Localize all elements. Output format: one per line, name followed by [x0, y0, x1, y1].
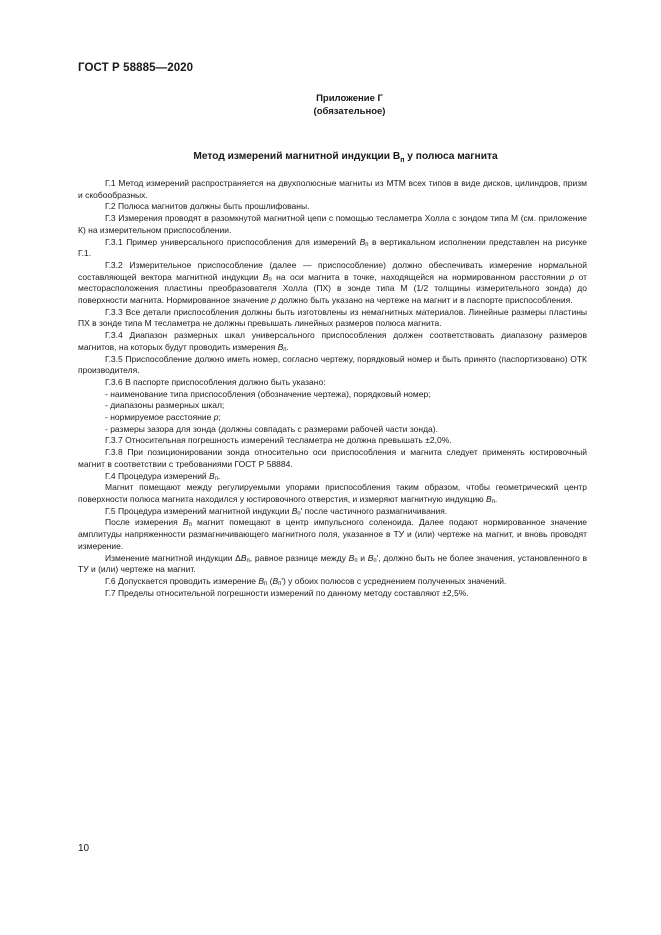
paragraph: Изменение магнитной индукции $\Delta B_п$, равное разнице между $B_п$ и $B_п'$, должно быть не более значения, установленного в ТУ и (или) чертеже на магнит.	[78, 552, 588, 575]
list-item: - диапазоны размерных шкал;	[105, 400, 225, 411]
paragraph: Г.2 Полюса магнитов должны быть прошлифованы.	[105, 201, 310, 212]
annex-title: Приложение Г	[316, 93, 383, 104]
paragraph: Г.3.1 Пример универсального приспособления для измерений $B_п$ в вертикальном исполнении представлен на рисунке Г.1.	[78, 236, 587, 259]
paragraph: Магнит помещают между регулируемыми упорами приспособления таким образом, чтобы геометрический центр поверхности полюса магнита находился у юстировочного отверстия, и измеряют магнитную индукцию $B_п$.	[78, 482, 587, 505]
list-item: - размеры зазора для зонда (должны совпадать с размерами рабочей части зонда).	[105, 423, 438, 434]
section-title: Метод измерений магнитной индукции $B_п$ у полюса магнита	[193, 151, 498, 165]
page-number: 10	[78, 843, 90, 854]
paragraph: Г.6 Допускается проводить измерение $B_п$ $(B_п')$ у обоих полюсов с усреднением полученных значений.	[105, 575, 507, 587]
paragraph: Г.3.5 Приспособление должно иметь номер, согласно чертежу, порядковый номер и быть принято (паспортизовано) ОТК производителя.	[78, 353, 587, 376]
annex-status: (обязательное)	[313, 106, 386, 117]
annex-heading	[0, 92, 661, 118]
paragraph: Г.3.8 При позиционировании зонда относительно оси приспособления и магнита следует применять юстировочный магнит в соответствии с требованиями ГОСТ Р 58884.	[78, 447, 587, 469]
paragraph: Г.7 Пределы относительной погрешности измерений по данному методу составляют ±2,5%.	[105, 587, 469, 598]
document-header: ГОСТ Р 58885—2020	[78, 62, 194, 74]
paragraph: Г.3.7 Относительная погрешность измерений тесламетра не должна превышать ±2,0%.	[105, 435, 452, 446]
list-item: - наименование типа приспособления (обозначение чертежа), порядковый номер;	[105, 388, 431, 399]
paragraph: Г.3.6 В паспорте приспособления должно быть указано:	[105, 376, 326, 387]
paragraph: Г.3.2 Измерительное приспособление (далее — приспособление) должно обеспечивать измерение нормальной составляющей вектора магнитной индукции $B_п$ на оси магнита в точке, находящейся на нормированном расстоянии p от месторасположения пластины преобразователя Холла (ПХ) в зонде типа М (1/2 толщины измерительного зонда) до поверхности магнита. Нормированное значение p должно быть указано на чертеже на магнит и в паспорте приспособления.	[78, 259, 588, 306]
list-item: - нормируемое расстояние p;	[105, 412, 221, 423]
body-text	[78, 178, 587, 599]
paragraph: Г.5 Процедура измерений магнитной индукции $B_п'$ после частичного размагничивания.	[105, 505, 448, 517]
paragraph: Г.3 Измерения проводят в разомкнутой магнитной цепи с помощью тесламетра Холла с зондом типа М (см. приложение К) на измерительном приспособлении.	[78, 213, 587, 235]
paragraph: Г.3.4 Диапазон размерных шкал универсального приспособления должен соответствовать диапазону размеров магнитов, на которых будут проводить измерения $B_п$.	[78, 330, 587, 353]
paragraph: Г.3.3 Все детали приспособления должны быть изготовлены из немагнитных материалов. Линейные размеры пластины ПХ в зонде типа М тесламетра не должны превышать линейных размеров полюса магнита.	[78, 306, 587, 329]
paragraph: Г.4 Процедура измерений $B_п$.	[105, 470, 221, 482]
paragraph: После измерения $B_п$ магнит помещают в центр импульсного соленоида. Далее подают нормированное значение амплитуды напряженности размагничивающего магнитного поля, указанное в ТУ и (или) чертеже на магнит, и вновь проводят измерение.	[78, 517, 588, 551]
paragraph: Г.1 Метод измерений распространяется на двухполюсные магниты из МТМ всех типов в виде дисков, цилиндров, призм и скобообразных.	[78, 178, 587, 200]
